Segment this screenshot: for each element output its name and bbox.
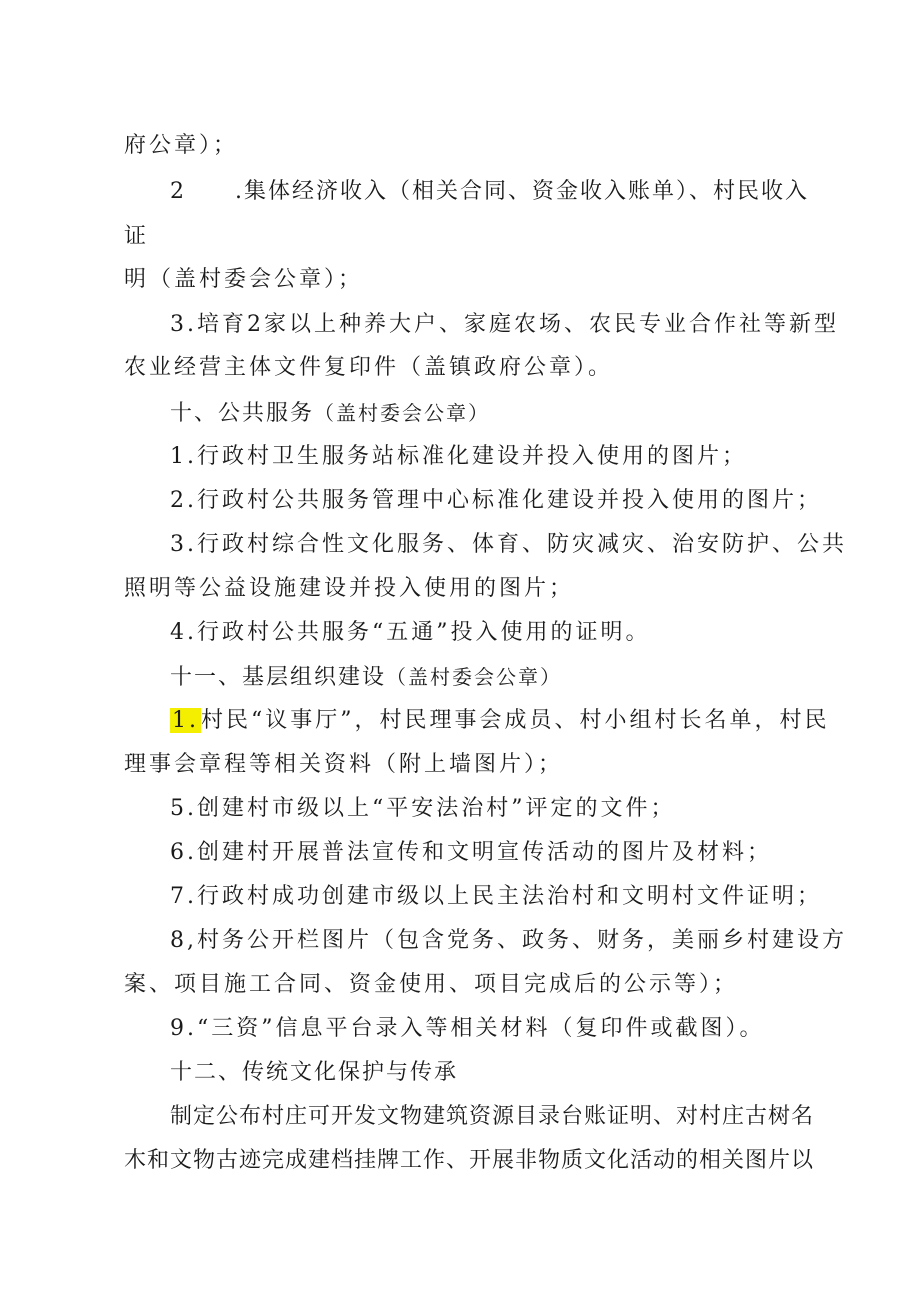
text-line: 府公章）； <box>124 133 239 158</box>
list-item-highlighted <box>170 706 830 736</box>
item-text: 村民“议事厅”，村民理事会成员、村小组村长名单，村民 <box>201 708 830 733</box>
heading-note: （盖村委会公章） <box>314 401 491 425</box>
section-heading-12: 十二、传统文化保护与传承 <box>170 1060 459 1085</box>
heading-title: 十一、基层组织建设 <box>170 665 387 690</box>
section-heading-10 <box>170 398 804 428</box>
list-item: 7.行政村成功创建市级以上民主法治村和文明村文件证明； <box>170 884 822 909</box>
list-item: 8,村务公开栏图片（包含党务、政务、财务，美丽乡村建设方 <box>170 928 847 953</box>
item-number: 2 <box>170 179 187 204</box>
highlighted-number: 1. <box>172 708 199 733</box>
list-item: 3.行政村综合性文化服务、体育、防灾减灾、治安防护、公共 <box>170 532 847 557</box>
list-item: 4.行政村公共服务“五通”投入使用的证明。 <box>170 620 651 645</box>
heading-title: 十、公共服务 <box>170 401 315 426</box>
heading-note: （盖村委会公章） <box>386 665 563 689</box>
text-line: 案、项目施工合同、资金使用、项目完成后的公示等）； <box>124 972 739 997</box>
list-item-3: 3.培育2家以上种养大户、家庭农场、农民专业合作社等新型 <box>170 312 839 337</box>
section-heading-11 <box>170 662 804 692</box>
list-item-2 <box>170 177 809 207</box>
text-line: 农业经营主体文件复印件（盖镇政府公章）。 <box>124 355 614 380</box>
paragraph-line: 木和文物古迹完成建档挂牌工作、开展非物质文化活动的相关图片以 <box>124 1148 815 1173</box>
list-item: 6.创建村开展普法宣传和文明宣传活动的图片及材料； <box>170 840 772 865</box>
item-text: .集体经济收入（相关合同、资金收入账单）、村民收入 <box>235 179 809 204</box>
text-line: 明（盖村委会公章）； <box>124 267 364 292</box>
text-line: 理事会章程等相关资料（附上墙图片）； <box>124 752 564 777</box>
paragraph-line: 制定公布村庄可开发文物建筑资源目录台账证明、对村庄古树名 <box>170 1104 815 1129</box>
list-item: 9.“三资”信息平台录入等相关材料（复印件或截图）。 <box>170 1016 765 1041</box>
list-item: 5.创建村市级以上“平安法治村”评定的文件； <box>170 796 676 821</box>
text-line: 照明等公益设施建设并投入使用的图片； <box>124 576 575 601</box>
list-item: 2.行政村公共服务管理中心标准化建设并投入使用的图片； <box>170 488 822 513</box>
text-line: 证 <box>124 224 150 249</box>
list-item: 1.行政村卫生服务站标准化建设并投入使用的图片； <box>170 444 747 469</box>
